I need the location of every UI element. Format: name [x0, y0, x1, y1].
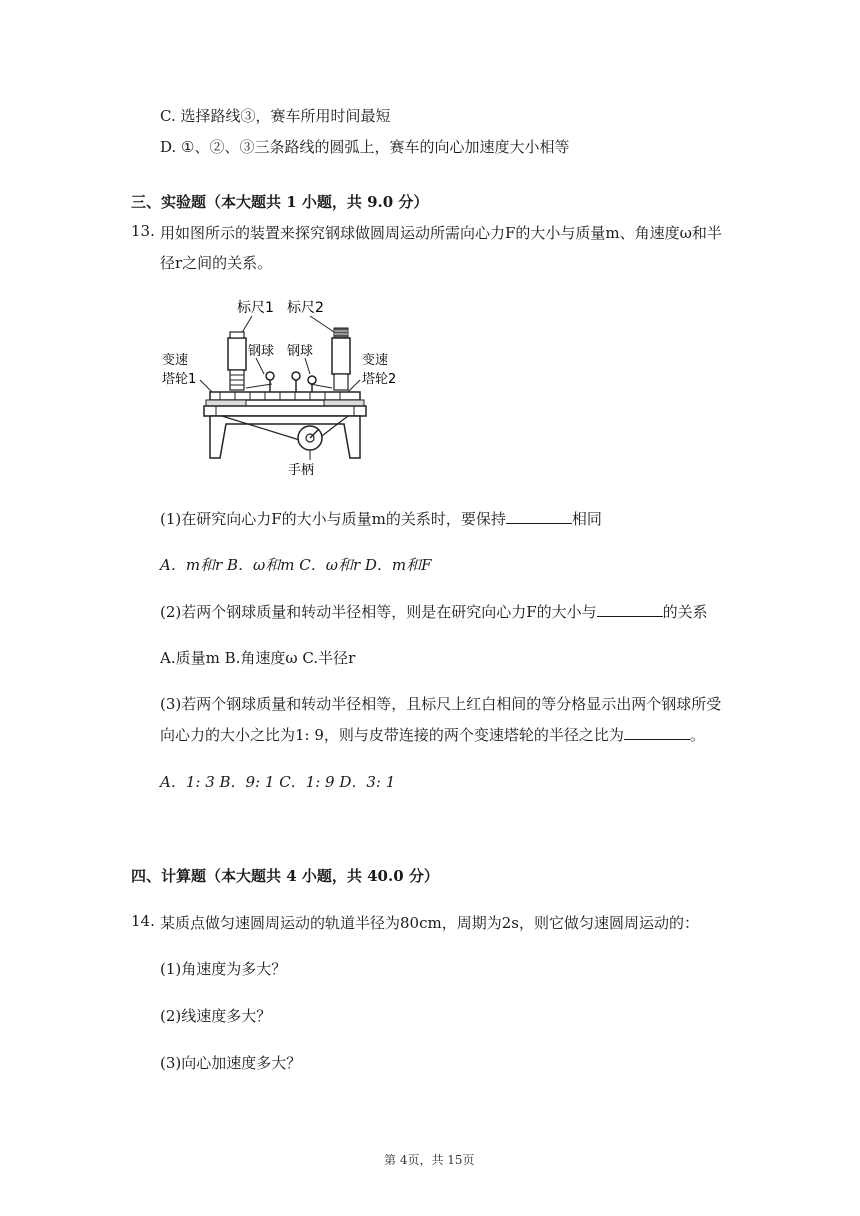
answer-blank-2 [597, 602, 663, 617]
subquestion-2 [160, 601, 708, 622]
subquestion-3-options: A．1: 3 B．9: 1 C．1: 9 D．3: 1 [160, 773, 396, 791]
option-d: D. ①、②、③三条路线的圆弧上，赛车的向心加速度大小相等 [160, 138, 570, 156]
section-heading-calculation: 四、计算题（本大题共 4 小题，共 40.0 分） [131, 867, 439, 885]
question-text: 某质点做匀速圆周运动的轨道半径为80cm，周期为2s，则它做匀速圆周运动的： [160, 914, 699, 932]
figure-label-wheel1-a: 变速 [162, 353, 189, 368]
figure-label-wheel2-b: 塔轮2 [362, 372, 397, 387]
section-heading-experiment: 三、实验题（本大题共 1 小题，共 9.0 分） [131, 193, 429, 211]
q14-subquestion-1: (1)角速度为多大？ [160, 960, 287, 978]
subquestion-2-suffix: 的关系 [662, 603, 708, 621]
subquestion-1 [160, 508, 602, 529]
subquestion-1-prefix: (1)在研究向心力F的大小与质量m的关系时，要保持 [160, 510, 506, 528]
figure-label-wheel1-b: 塔轮1 [162, 372, 197, 387]
question-text-line1: 用如图所示的装置来探究钢球做圆周运动所需向心力F的大小与质量m、角速度ω和半 [160, 224, 722, 242]
figure-label-ball-right: 钢球 [287, 344, 314, 359]
subquestion-3-prefix: 向心力的大小之比为1: 9，则与皮带连接的两个变速塔轮的半径之比为 [160, 726, 624, 744]
subquestion-2-options: A.质量m B.角速度ω C.半径r [160, 649, 356, 667]
figure-label-wheel2-a: 变速 [362, 353, 389, 368]
question-number: 13. [131, 222, 155, 240]
answer-blank-1 [506, 509, 572, 524]
answer-blank-3 [624, 725, 690, 740]
option-c: C. 选择路线③，赛车所用时间最短 [160, 107, 391, 125]
figure-label-ball-left: 钢球 [248, 344, 275, 359]
centripetal-force-apparatus-figure [160, 292, 397, 482]
q14-subquestion-2: (2)线速度多大？ [160, 1007, 272, 1025]
question-text-line2: 径r之间的关系。 [160, 254, 273, 272]
subquestion-3-line2 [160, 724, 705, 745]
subquestion-3-suffix: 。 [689, 726, 705, 744]
subquestion-2-prefix: (2)若两个钢球质量和转动半径相等，则是在研究向心力F的大小与 [160, 603, 597, 621]
subquestion-3-line1: (3)若两个钢球质量和转动半径相等，且标尺上红白相间的等分格显示出两个钢球所受 [160, 695, 722, 713]
page-footer: 第 4页，共 15页 [384, 1153, 475, 1167]
subquestion-1-suffix: 相同 [571, 510, 602, 528]
figure-label-ruler2: 标尺2 [287, 300, 324, 316]
subquestion-1-options: A．m和r B．ω和m C．ω和r D．m和F [160, 556, 432, 574]
question-number: 14. [131, 912, 155, 930]
figure-label-ruler1: 标尺1 [237, 300, 274, 316]
figure-label-handle: 手柄 [288, 463, 315, 478]
q14-subquestion-3: (3)向心加速度多大？ [160, 1054, 302, 1072]
